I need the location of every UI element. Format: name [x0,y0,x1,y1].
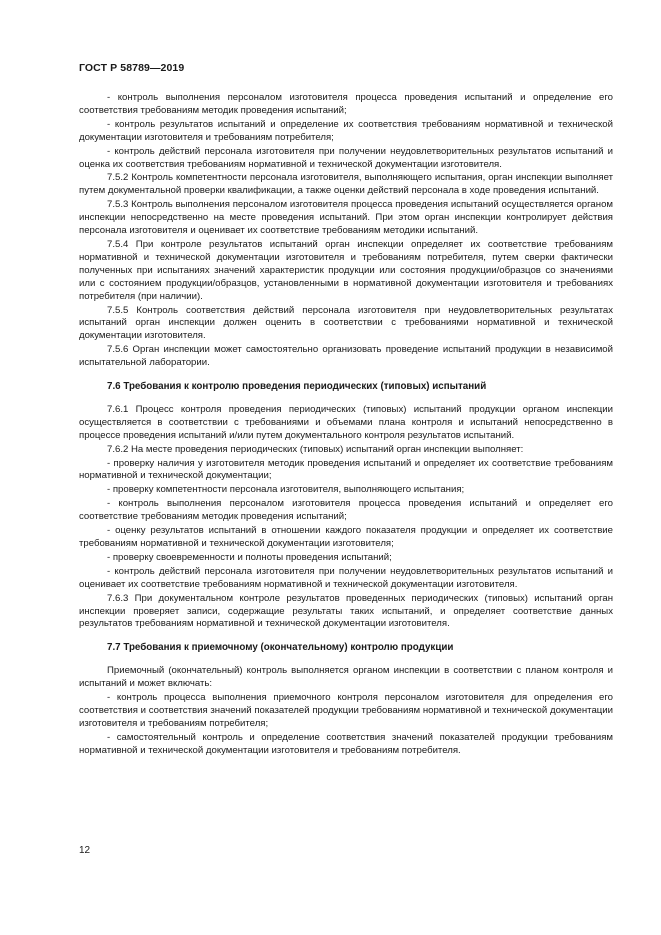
document-body [79,92,613,759]
paragraph: 7.5.2 Контроль компетентности персонала изготовителя, выполняющего испытания, орган инспекции выполняет путем документальной проверки квалификации, а также оценки действий персонала в ходе проведения испытаний. [79,172,613,197]
document-header: ГОСТ Р 58789—2019 [79,62,185,74]
paragraph: - проверку своевременности и полноты проведения испытаний; [107,551,392,563]
paragraph: - контроль выполнения персоналом изготовителя процесса проведения испытаний и определяет его соответствие требованиям методик проведения испытаний; [79,498,613,523]
paragraph: - проверку наличия у изготовителя методик проведения испытаний и определяет их соответствие требованиям нормативной и технической документации; [79,457,613,482]
paragraph: - оценку результатов испытаний в отношении каждого показателя продукции и определяет их соответствие требованиям нормативной и технической документации изготовителя; [79,525,613,549]
paragraph: - контроль действий персонала изготовителя при получении неудовлетворительных результатов испытаний и оценка их соответствия требованиям нормативной и технической документации изготовителя. [79,145,613,170]
paragraph: 7.6.1 Процесс контроля проведения периодических (типовых) испытаний продукции органом инспекции осуществляется в соответствии с требованиями и объемами плана контроля и испытаний непосредственно в процессе проведения испытаний и/или путем документального контроля результатов испытаний. [79,403,613,441]
section-heading: 7.7 Требования к приемочному (окончательному) контролю продукции [107,642,454,654]
paragraph: - самостоятельный контроль и определение соответствия значений показателей продукции требованиям нормативной и технической документации изготовителя и требованиям потребителя. [79,731,613,756]
page-number: 12 [79,845,91,856]
section-heading: 7.6 Требования к контролю проведения периодических (типовых) испытаний [107,381,487,393]
paragraph: - контроль результатов испытаний и определение их соответствия требованиям нормативной и технической документации изготовителя и требованиям потребителя; [79,118,613,143]
paragraph: - контроль процесса выполнения приемочного контроля персоналом изготовителя для определения его соответствия и соответствия значений показателей продукции требованиям нормативной и технической документации изготовителя и требованиям потребителя; [79,692,613,729]
paragraph: Приемочный (окончательный) контроль выполняется органом инспекции в соответствии с планом контроля и испытаний и может включать: [79,665,613,690]
paragraph: - проверку компетентности персонала изготовителя, выполняющего испытания; [107,484,465,496]
paragraph: - контроль действий персонала изготовителя при получении неудовлетворительных результатов испытаний и оценивает их соответствие требованиям нормативной и технической документации изготовителя. [79,565,613,590]
paragraph: 7.5.4 При контроле результатов испытаний орган инспекции определяет их соответствие требованиям нормативной и технической документации изготовителя и требованиям потребителя, путем сверки фактически полученных при испытаниях значений характеристик продукции или состояния продукции/образцов со значениями или с состоянием продукции/образцов, установленными в нормативной документации изготовителя и требованиях потребителя (при наличии). [79,238,613,302]
paragraph: 7.5.5 Контроль соответствия действий персонала изготовителя при неудовлетворительных результатах испытаний орган инспекции должен оценить в соответствии с требованиями нормативной и технической документации изготовителя. [79,304,613,342]
paragraph: 7.6.3 При документальном контроле результатов проведенных периодических (типовых) испытаний орган инспекции проверяет записи, содержащие результаты таких испытаний, и определяет соответствие данных результатов требованиям нормативной и технической документации изготовителя. [79,592,613,630]
paragraph: 7.5.6 Орган инспекции может самостоятельно организовать проведение испытаний продукции в независимой испытательной лаборатории. [79,344,613,369]
paragraph: 7.5.3 Контроль выполнения персоналом изготовителя процесса проведения испытаний осуществляется органом инспекции непосредственно на месте проведения испытаний. При этом орган инспекции контролирует действия персонала изготовителя и оценивает их соответствие требованиям методики испытаний. [79,199,613,237]
paragraph: 7.6.2 На месте проведения периодических (типовых) испытаний орган инспекции выполняет: [107,443,524,455]
paragraph: - контроль выполнения персоналом изготовителя процесса проведения испытаний и определение его соответствия требованиям методик проведения испытаний; [79,92,613,116]
